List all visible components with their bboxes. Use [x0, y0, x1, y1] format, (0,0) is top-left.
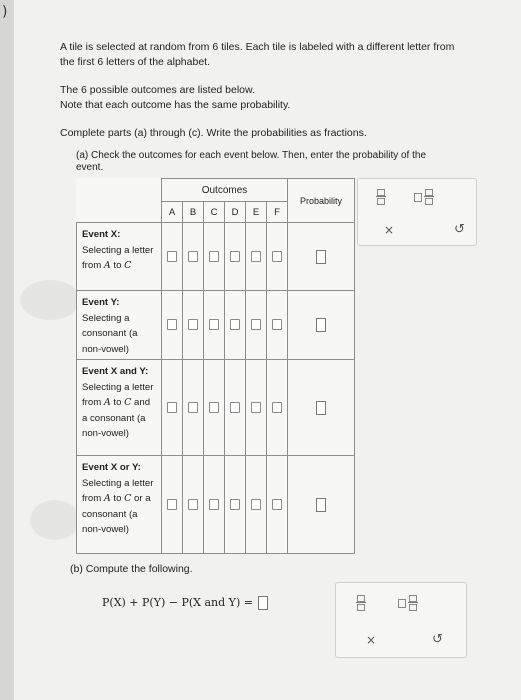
outcomes-table	[76, 178, 355, 554]
event-x-and-y-checkbox-d[interactable]	[230, 402, 240, 413]
undo-icon[interactable]: ↺	[432, 632, 443, 647]
event-y-checkbox-e[interactable]	[251, 319, 261, 330]
event-x-and-y-checkbox-c[interactable]	[209, 402, 219, 413]
event-x-probability-input[interactable]	[316, 250, 326, 264]
table-row-event-x-or-y	[77, 456, 355, 554]
event-x-or-y-cell-c	[204, 456, 225, 554]
event-y-text: Selecting a consonant (a non-vowel)	[82, 312, 138, 355]
chevron-right-icon[interactable]: )	[2, 4, 8, 20]
event-x-or-y-probability-cell	[288, 456, 355, 554]
table-corner	[77, 179, 162, 223]
part-b-label: (b) Compute the following.	[70, 563, 193, 575]
event-x-and-y-cell-b	[183, 360, 204, 456]
event-x-text-to: to	[113, 260, 122, 271]
background-smudge	[30, 500, 80, 540]
event-y-checkbox-d[interactable]	[230, 319, 240, 330]
fraction-icon[interactable]	[376, 189, 386, 205]
intro-line-2b: Note that each outcome has the same probability.	[60, 99, 291, 111]
event-x-and-y-cell-d	[225, 360, 246, 456]
event-x-or-y-checkbox-c[interactable]	[209, 499, 219, 510]
letter-header-d: D	[225, 202, 246, 223]
clear-icon[interactable]: ×	[366, 633, 377, 647]
mixed-number-icon[interactable]	[414, 189, 434, 205]
mixed-number-icon[interactable]	[398, 595, 418, 611]
event-x-and-y-checkbox-f[interactable]	[272, 402, 282, 413]
event-y-cell-a	[162, 291, 183, 360]
probability-header: Probability	[288, 179, 355, 223]
event-y-checkbox-a[interactable]	[167, 319, 177, 330]
event-x-or-y-label	[77, 456, 162, 554]
clear-icon[interactable]: ×	[384, 223, 395, 237]
background-smudge	[20, 280, 80, 320]
event-x-or-y-cell-d	[225, 456, 246, 554]
event-y-probability-input[interactable]	[316, 318, 326, 332]
event-y-cell-d	[225, 291, 246, 360]
event-x-or-y-text-to: to	[113, 493, 122, 504]
event-x-or-y-probability-input[interactable]	[316, 498, 326, 512]
event-y-title: Event Y:	[82, 297, 120, 308]
event-x-or-y-text-rest: or a consonant (a non-vowel)	[82, 493, 151, 535]
event-x-and-y-text-rest: and a consonant (a non-vowel)	[82, 397, 151, 439]
event-x-cell-a	[162, 223, 183, 291]
letter-header-b: B	[183, 202, 204, 223]
part-b-expression	[102, 596, 268, 610]
event-x-or-y-math-start: A	[103, 493, 111, 504]
event-x-or-y-math-end: C	[124, 493, 132, 504]
event-x-cell-e	[246, 223, 267, 291]
event-x-and-y-probability-input[interactable]	[316, 401, 326, 415]
part-b-answer-input[interactable]	[258, 596, 268, 610]
intro-line-1: A tile is selected at random from 6 tiles. Each tile is labeled with a different letter from the first 6 letters of the alphabet.	[60, 41, 455, 68]
event-x-and-y-cell-e	[246, 360, 267, 456]
event-x-cell-d	[225, 223, 246, 291]
event-x-and-y-probability-cell	[288, 360, 355, 456]
table-row-event-x	[77, 223, 355, 291]
event-x-and-y-cell-f	[267, 360, 288, 456]
intro-line-2	[60, 83, 460, 113]
math-toolbox-a	[357, 178, 477, 246]
math-toolbox-b	[335, 582, 467, 658]
event-x-and-y-cell-a	[162, 360, 183, 456]
event-x-checkbox-b[interactable]	[188, 251, 198, 262]
event-x-or-y-cell-f	[267, 456, 288, 554]
event-x-cell-c	[204, 223, 225, 291]
event-x-cell-f	[267, 223, 288, 291]
event-x-and-y-text-to: to	[113, 397, 122, 408]
event-x-or-y-cell-e	[246, 456, 267, 554]
event-x-checkbox-e[interactable]	[251, 251, 261, 262]
event-x-checkbox-f[interactable]	[272, 251, 282, 262]
event-x-or-y-title: Event X or Y:	[82, 462, 141, 473]
event-x-and-y-cell-c	[204, 360, 225, 456]
intro-line-2a: The 6 possible outcomes are listed below.	[60, 84, 255, 96]
event-x-cell-b	[183, 223, 204, 291]
event-x-and-y-checkbox-b[interactable]	[188, 402, 198, 413]
part-b-formula: P(X) + P(Y) − P(X and Y) =	[102, 596, 253, 609]
event-x-checkbox-d[interactable]	[230, 251, 240, 262]
event-x-and-y-checkbox-a[interactable]	[167, 402, 177, 413]
event-x-title: Event X:	[82, 229, 121, 240]
event-x-checkbox-a[interactable]	[167, 251, 177, 262]
event-y-checkbox-f[interactable]	[272, 319, 282, 330]
part-a-instruction: (a) Check the outcomes for each event below. Then, enter the probability of the event.	[76, 150, 427, 173]
table-row-event-y	[77, 291, 355, 360]
event-y-cell-c	[204, 291, 225, 360]
event-x-and-y-text: Selecting a letter from	[82, 381, 154, 408]
letter-header-e: E	[246, 202, 267, 223]
letter-header-a: A	[162, 202, 183, 223]
problem-intro	[60, 40, 460, 154]
table-row-event-x-and-y	[77, 360, 355, 456]
event-x-and-y-title: Event X and Y:	[82, 366, 149, 377]
event-x-and-y-math-start: A	[103, 397, 111, 408]
event-x-or-y-cell-a	[162, 456, 183, 554]
event-y-cell-e	[246, 291, 267, 360]
event-y-cell-b	[183, 291, 204, 360]
event-x-probability-cell	[288, 223, 355, 291]
event-y-probability-cell	[288, 291, 355, 360]
event-x-and-y-math-end: C	[124, 397, 132, 408]
letter-header-c: C	[204, 202, 225, 223]
event-y-label	[77, 291, 162, 360]
undo-icon[interactable]: ↺	[454, 222, 465, 237]
event-y-checkbox-c[interactable]	[209, 319, 219, 330]
event-x-or-y-text: Selecting a letter from	[82, 477, 154, 504]
event-x-or-y-checkbox-b[interactable]	[188, 499, 198, 510]
left-edge	[0, 0, 14, 700]
letter-header-f: F	[267, 202, 288, 223]
event-x-or-y-cell-b	[183, 456, 204, 554]
event-y-cell-f	[267, 291, 288, 360]
event-x-math-start: A	[103, 260, 111, 271]
event-x-and-y-checkbox-e[interactable]	[251, 402, 261, 413]
outcomes-header: Outcomes	[162, 179, 288, 202]
event-x-label	[77, 223, 162, 291]
event-x-or-y-checkbox-f[interactable]	[272, 499, 282, 510]
event-x-or-y-checkbox-d[interactable]	[230, 499, 240, 510]
event-x-and-y-label	[77, 360, 162, 456]
event-x-text: Selecting a letter from	[82, 244, 154, 271]
event-x-or-y-checkbox-e[interactable]	[251, 499, 261, 510]
fraction-icon[interactable]	[356, 595, 366, 611]
event-x-math-end: C	[124, 260, 132, 271]
event-x-or-y-checkbox-a[interactable]	[167, 499, 177, 510]
event-x-checkbox-c[interactable]	[209, 251, 219, 262]
intro-line-3: Complete parts (a) through (c). Write the probabilities as fractions.	[60, 127, 367, 139]
event-y-checkbox-b[interactable]	[188, 319, 198, 330]
